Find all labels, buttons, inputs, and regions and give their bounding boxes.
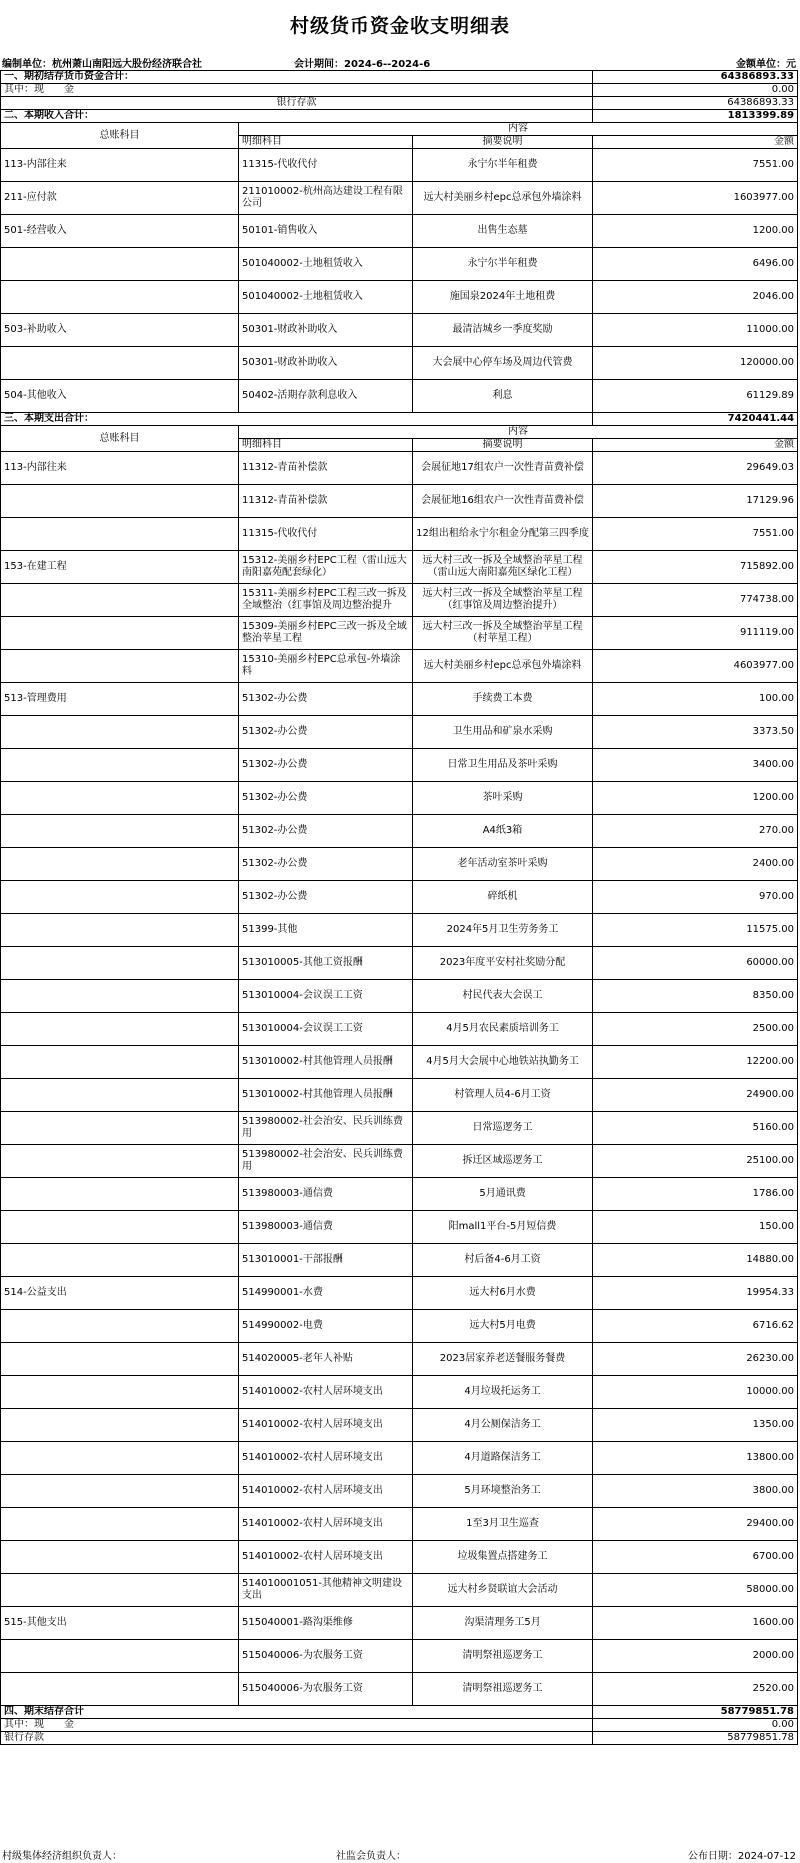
income-amount: 61129.89 (593, 380, 798, 413)
supervisor-label: 社监会负责人： (336, 1851, 406, 1862)
expense-row (1, 1079, 798, 1112)
expense-detail-account: 15312-美丽乡村EPC工程（雷山远大南阳嘉苑配套绿化） (239, 551, 413, 584)
expense-amount: 3373.50 (593, 716, 798, 749)
expense-amount: 1350.00 (593, 1409, 798, 1442)
expense-description: 日常卫生用品及茶叶采购 (413, 749, 593, 782)
expense-row (1, 980, 798, 1013)
expense-detail-account: 514010002-农村人居环境支出 (239, 1475, 413, 1508)
expense-row (1, 650, 798, 683)
income-row (1, 314, 798, 347)
income-detail-account: 501040002-土地租赁收入 (239, 281, 413, 314)
opening-cash (1, 84, 798, 97)
income-col-desc: 摘要说明 (413, 136, 593, 149)
income-total-amount: 1813399.89 (593, 110, 798, 123)
expense-detail-account: 514010002-农村人居环境支出 (239, 1442, 413, 1475)
expense-general-account (1, 1079, 239, 1112)
expense-description: 远大村三改一拆及全域整治苹星工程（村苹星工程） (413, 617, 593, 650)
expense-general-account (1, 1442, 239, 1475)
income-description: 大会展中心停车场及周边代管费 (413, 347, 593, 380)
expense-detail-account: 513980002-社会治安、民兵训练费用 (239, 1112, 413, 1145)
income-description: 远大村美丽乡村epc总承包外墙涂料 (413, 182, 593, 215)
expense-row (1, 617, 798, 650)
income-header-row (1, 123, 798, 136)
income-general-account: 211-应付款 (1, 182, 239, 215)
expense-amount: 25100.00 (593, 1145, 798, 1178)
income-general-account: 503-补助收入 (1, 314, 239, 347)
expense-description: 2024年5月卫生劳务务工 (413, 914, 593, 947)
expense-row (1, 452, 798, 485)
expense-total-label: 三、本期支出合计： (1, 413, 593, 426)
expense-general-account (1, 914, 239, 947)
publish-date: 公布日期：2024-07-12 (687, 1851, 796, 1862)
expense-description: 老年活动室茶叶采购 (413, 848, 593, 881)
income-col-amount: 金额 (593, 136, 798, 149)
expense-general-account (1, 1013, 239, 1046)
expense-row (1, 947, 798, 980)
expense-detail-account: 514010002-农村人居环境支出 (239, 1508, 413, 1541)
expense-row (1, 1673, 798, 1706)
expense-amount: 12200.00 (593, 1046, 798, 1079)
expense-general-account (1, 848, 239, 881)
expense-description: 清明祭祖巡逻务工 (413, 1673, 593, 1706)
expense-detail-account: 11315-代收代付 (239, 518, 413, 551)
income-description: 永宁尔半年租费 (413, 248, 593, 281)
expense-amount: 5160.00 (593, 1112, 798, 1145)
expense-general-account: 514-公益支出 (1, 1277, 239, 1310)
expense-description: 5月通讯费 (413, 1178, 593, 1211)
expense-description: 远大村三改一拆及全域整治苹星工程（雷山远大南阳嘉苑区绿化工程） (413, 551, 593, 584)
opening-bank-label: 银行存款 (1, 97, 593, 110)
income-amount: 1200.00 (593, 215, 798, 248)
expense-general-account (1, 650, 239, 683)
expense-amount: 13800.00 (593, 1442, 798, 1475)
expense-row (1, 881, 798, 914)
expense-amount: 29649.03 (593, 452, 798, 485)
expense-amount: 2000.00 (593, 1640, 798, 1673)
expense-amount: 715892.00 (593, 551, 798, 584)
income-description: 施国泉2024年土地租费 (413, 281, 593, 314)
expense-description: 4月垃圾托运务工 (413, 1376, 593, 1409)
expense-description: 碎纸机 (413, 881, 593, 914)
income-row (1, 182, 798, 215)
expense-row (1, 1046, 798, 1079)
expense-detail-account: 15309-美丽乡村EPC三改一拆及全域整治苹星工程 (239, 617, 413, 650)
expense-amount: 60000.00 (593, 947, 798, 980)
expense-detail-account: 513980003-通信费 (239, 1178, 413, 1211)
income-amount: 11000.00 (593, 314, 798, 347)
expense-detail-account: 51302-办公费 (239, 782, 413, 815)
expense-general-account (1, 1409, 239, 1442)
income-row (1, 149, 798, 182)
expense-detail-account: 513010004-会议误工工资 (239, 1013, 413, 1046)
expense-row (1, 914, 798, 947)
expense-general-account: 153-在建工程 (1, 551, 239, 584)
expense-amount: 24900.00 (593, 1079, 798, 1112)
income-total (1, 110, 798, 123)
expense-general-account (1, 947, 239, 980)
expense-general-account (1, 749, 239, 782)
income-amount: 6496.00 (593, 248, 798, 281)
expense-amount: 7551.00 (593, 518, 798, 551)
expense-general-account (1, 782, 239, 815)
expense-description: 2023年度平安村社奖励分配 (413, 947, 593, 980)
closing-total-label: 四、期末结存合计 (1, 1706, 593, 1719)
income-detail-account: 50301-财政补助收入 (239, 314, 413, 347)
income-general-account: 113-内部往来 (1, 149, 239, 182)
closing-total (1, 1706, 798, 1719)
expense-detail-account: 15311-美丽乡村EPC工程三改一拆及全域整治（红事馆及周边整治提升 (239, 584, 413, 617)
expense-general-account (1, 1541, 239, 1574)
expense-amount: 19954.33 (593, 1277, 798, 1310)
expense-amount: 10000.00 (593, 1376, 798, 1409)
expense-amount: 3400.00 (593, 749, 798, 782)
expense-description: 1至3月卫生巡查 (413, 1508, 593, 1541)
expense-row (1, 1574, 798, 1607)
expense-detail-account: 15310-美丽乡村EPC总承包-外墙涂料 (239, 650, 413, 683)
period-label: 会计期间：2024-6--2024-6 (294, 59, 431, 70)
expense-row (1, 1244, 798, 1277)
opening-total-amount: 64386893.33 (593, 71, 798, 84)
expense-detail-account: 513010002-村其他管理人员报酬 (239, 1079, 413, 1112)
expense-description: 日常巡逻务工 (413, 1112, 593, 1145)
page-title: 村级货币资金收支明细表 (289, 14, 510, 37)
expense-amount: 8350.00 (593, 980, 798, 1013)
expense-description: 村后备4-6月工资 (413, 1244, 593, 1277)
income-detail-account: 50402-活期存款利息收入 (239, 380, 413, 413)
income-description: 最清洁城乡一季度奖励 (413, 314, 593, 347)
expense-detail-account: 514010002-农村人居环境支出 (239, 1409, 413, 1442)
closing-cash-amount: 0.00 (593, 1719, 798, 1732)
expense-general-account (1, 881, 239, 914)
expense-description: 4月5月大会展中心地铁站执勤务工 (413, 1046, 593, 1079)
currency-label: 金额单位：元 (736, 59, 796, 70)
expense-row (1, 683, 798, 716)
expense-row (1, 1607, 798, 1640)
expense-general-account (1, 980, 239, 1013)
expense-description: 卫生用品和矿泉水采购 (413, 716, 593, 749)
expense-amount: 911119.00 (593, 617, 798, 650)
expense-row (1, 1211, 798, 1244)
expense-description: 远大村5月电费 (413, 1310, 593, 1343)
expense-general-account (1, 1508, 239, 1541)
expense-row (1, 584, 798, 617)
expense-general-account (1, 1310, 239, 1343)
expense-detail-account: 513010002-村其他管理人员报酬 (239, 1046, 413, 1079)
expense-general-account (1, 1376, 239, 1409)
footer (0, 1845, 800, 1861)
income-detail-account: 50101-销售收入 (239, 215, 413, 248)
expense-col-content: 内容 (239, 426, 798, 439)
expense-amount: 150.00 (593, 1211, 798, 1244)
expense-detail-account: 514020005-老年人补贴 (239, 1343, 413, 1376)
expense-detail-account: 513010004-会议误工工资 (239, 980, 413, 1013)
ledger-table (0, 70, 798, 1745)
expense-row (1, 1442, 798, 1475)
income-amount: 120000.00 (593, 347, 798, 380)
expense-general-account (1, 485, 239, 518)
expense-detail-account: 51399-其他 (239, 914, 413, 947)
income-general-account (1, 347, 239, 380)
expense-detail-account: 51302-办公费 (239, 683, 413, 716)
expense-row (1, 1343, 798, 1376)
opening-total-label: 一、期初结存货币资金合计： (1, 71, 593, 84)
income-amount: 1603977.00 (593, 182, 798, 215)
expense-general-account (1, 1475, 239, 1508)
expense-detail-account: 515040006-为农服务工资 (239, 1673, 413, 1706)
income-total-label: 二、本期收入合计： (1, 110, 593, 123)
expense-description: 手续费工本费 (413, 683, 593, 716)
expense-row (1, 1277, 798, 1310)
expense-amount: 1786.00 (593, 1178, 798, 1211)
expense-row (1, 551, 798, 584)
expense-general-account (1, 584, 239, 617)
expense-row (1, 1013, 798, 1046)
opening-bank-amount: 64386893.33 (593, 97, 798, 110)
expense-detail-account: 51302-办公费 (239, 815, 413, 848)
expense-general-account (1, 1145, 239, 1178)
expense-row (1, 1541, 798, 1574)
expense-description: 12组出租给永宁尔租金分配第三四季度 (413, 518, 593, 551)
expense-description: 阳mall1平台-5月短信费 (413, 1211, 593, 1244)
expense-row (1, 1178, 798, 1211)
expense-col-amount: 金额 (593, 439, 798, 452)
closing-bank (1, 1732, 798, 1745)
income-detail-account: 11315-代收代付 (239, 149, 413, 182)
expense-row (1, 1112, 798, 1145)
expense-detail-account: 11312-青苗补偿款 (239, 485, 413, 518)
expense-amount: 58000.00 (593, 1574, 798, 1607)
income-detail-account: 50301-财政补助收入 (239, 347, 413, 380)
expense-detail-account: 513980002-社会治安、民兵训练费用 (239, 1145, 413, 1178)
expense-detail-account: 515040006-为农服务工资 (239, 1640, 413, 1673)
expense-total (1, 413, 798, 426)
expense-amount: 2400.00 (593, 848, 798, 881)
expense-row (1, 1508, 798, 1541)
income-detail-account: 501040002-土地租赁收入 (239, 248, 413, 281)
expense-total-amount: 7420441.44 (593, 413, 798, 426)
expense-detail-account: 514990001-水费 (239, 1277, 413, 1310)
expense-description: 村管理人员4-6月工资 (413, 1079, 593, 1112)
closing-bank-label: 银行存款 (1, 1732, 593, 1745)
expense-detail-account: 11312-青苗补偿款 (239, 452, 413, 485)
income-row (1, 347, 798, 380)
expense-row (1, 1475, 798, 1508)
expense-amount: 6700.00 (593, 1541, 798, 1574)
expense-amount: 4603977.00 (593, 650, 798, 683)
expense-amount: 270.00 (593, 815, 798, 848)
closing-bank-amount: 58779851.78 (593, 1732, 798, 1745)
expense-description: 茶叶采购 (413, 782, 593, 815)
expense-amount: 14880.00 (593, 1244, 798, 1277)
expense-general-account: 515-其他支出 (1, 1607, 239, 1640)
income-row (1, 380, 798, 413)
expense-row (1, 1310, 798, 1343)
income-detail-account: 211010002-杭州高达建设工程有限公司 (239, 182, 413, 215)
income-row (1, 281, 798, 314)
income-general-account: 504-其他收入 (1, 380, 239, 413)
expense-amount: 26230.00 (593, 1343, 798, 1376)
income-description: 永宁尔半年租费 (413, 149, 593, 182)
expense-amount: 2500.00 (593, 1013, 798, 1046)
closing-cash (1, 1719, 798, 1732)
expense-row (1, 749, 798, 782)
expense-col-desc: 摘要说明 (413, 439, 593, 452)
expense-description: 村民代表大会误工 (413, 980, 593, 1013)
expense-row (1, 1376, 798, 1409)
expense-row (1, 848, 798, 881)
expense-row (1, 1145, 798, 1178)
expense-row (1, 716, 798, 749)
expense-general-account (1, 1112, 239, 1145)
income-description: 利息 (413, 380, 593, 413)
income-general-account: 501-经营收入 (1, 215, 239, 248)
header-info (0, 52, 800, 70)
expense-general-account (1, 518, 239, 551)
expense-row (1, 782, 798, 815)
expense-description: 远大村美丽乡村epc总承包外墙涂料 (413, 650, 593, 683)
opening-bank (1, 97, 798, 110)
opening-cash-label: 其中：现 金 (1, 84, 593, 97)
expense-description: A4纸3箱 (413, 815, 593, 848)
income-general-account (1, 281, 239, 314)
expense-general-account (1, 1046, 239, 1079)
income-amount: 7551.00 (593, 149, 798, 182)
expense-amount: 3800.00 (593, 1475, 798, 1508)
expense-detail-account: 514010002-农村人居环境支出 (239, 1376, 413, 1409)
expense-row (1, 815, 798, 848)
expense-general-account (1, 1178, 239, 1211)
expense-description: 远大村乡贤联谊大会活动 (413, 1574, 593, 1607)
unit-label: 编制单位：杭州萧山南阳远大股份经济联合社 (2, 59, 202, 70)
expense-detail-account: 513010005-其他工资报酬 (239, 947, 413, 980)
closing-total-amount: 58779851.78 (593, 1706, 798, 1719)
expense-detail-account: 51302-办公费 (239, 749, 413, 782)
expense-general-account (1, 1211, 239, 1244)
expense-amount: 2520.00 (593, 1673, 798, 1706)
expense-col-general: 总账科目 (1, 426, 239, 452)
expense-description: 远大村6月水费 (413, 1277, 593, 1310)
expense-row (1, 1409, 798, 1442)
expense-header-row (1, 426, 798, 439)
expense-detail-account: 514010001051-其他精神文明建设支出 (239, 1574, 413, 1607)
income-description: 出售生态墓 (413, 215, 593, 248)
expense-amount: 774738.00 (593, 584, 798, 617)
expense-amount: 100.00 (593, 683, 798, 716)
expense-description: 远大村三改一拆及全域整治苹星工程（红事馆及周边整治提升） (413, 584, 593, 617)
income-col-general: 总账科目 (1, 123, 239, 149)
opening-total (1, 71, 798, 84)
expense-detail-account: 513980003-通信费 (239, 1211, 413, 1244)
income-col-detail: 明细科目 (239, 136, 413, 149)
expense-general-account (1, 1343, 239, 1376)
expense-general-account (1, 1574, 239, 1607)
expense-general-account (1, 617, 239, 650)
expense-general-account (1, 1673, 239, 1706)
expense-amount: 6716.62 (593, 1310, 798, 1343)
expense-general-account (1, 1640, 239, 1673)
expense-detail-account: 515040001-路沟渠维修 (239, 1607, 413, 1640)
expense-description: 4月道路保洁务工 (413, 1442, 593, 1475)
expense-detail-account: 514010002-农村人居环境支出 (239, 1541, 413, 1574)
expense-detail-account: 51302-办公费 (239, 881, 413, 914)
income-col-content: 内容 (239, 123, 798, 136)
expense-detail-account: 51302-办公费 (239, 716, 413, 749)
expense-row (1, 518, 798, 551)
expense-detail-account: 51302-办公费 (239, 848, 413, 881)
expense-general-account (1, 716, 239, 749)
expense-amount: 11575.00 (593, 914, 798, 947)
expense-general-account (1, 815, 239, 848)
expense-description: 会展征地16组农户一次性青苗费补偿 (413, 485, 593, 518)
expense-description: 2023居家养老送餐服务餐费 (413, 1343, 593, 1376)
expense-amount: 1200.00 (593, 782, 798, 815)
expense-description: 垃圾集置点搭建务工 (413, 1541, 593, 1574)
expense-description: 清明祭祖巡逻务工 (413, 1640, 593, 1673)
expense-row (1, 485, 798, 518)
expense-description: 沟渠清理务工5月 (413, 1607, 593, 1640)
expense-general-account (1, 1244, 239, 1277)
income-amount: 2046.00 (593, 281, 798, 314)
expense-description: 会展征地17组农户一次性青苗费补偿 (413, 452, 593, 485)
expense-row (1, 1640, 798, 1673)
income-row (1, 248, 798, 281)
leader-label: 村级集体经济组织负责人： (2, 1851, 122, 1862)
opening-cash-amount: 0.00 (593, 84, 798, 97)
expense-description: 5月环境整治务工 (413, 1475, 593, 1508)
expense-general-account: 113-内部往来 (1, 452, 239, 485)
expense-amount: 29400.00 (593, 1508, 798, 1541)
expense-amount: 17129.96 (593, 485, 798, 518)
expense-col-detail: 明细科目 (239, 439, 413, 452)
expense-amount: 970.00 (593, 881, 798, 914)
expense-detail-account: 513010001-干部报酬 (239, 1244, 413, 1277)
expense-detail-account: 514990002-电费 (239, 1310, 413, 1343)
income-row (1, 215, 798, 248)
expense-description: 4月5月农民素质培训务工 (413, 1013, 593, 1046)
expense-amount: 1600.00 (593, 1607, 798, 1640)
expense-description: 拆迁区域巡逻务工 (413, 1145, 593, 1178)
income-general-account (1, 248, 239, 281)
expense-general-account: 513-管理费用 (1, 683, 239, 716)
expense-description: 4月公厕保洁务工 (413, 1409, 593, 1442)
closing-cash-label: 其中：现 金 (1, 1719, 593, 1732)
